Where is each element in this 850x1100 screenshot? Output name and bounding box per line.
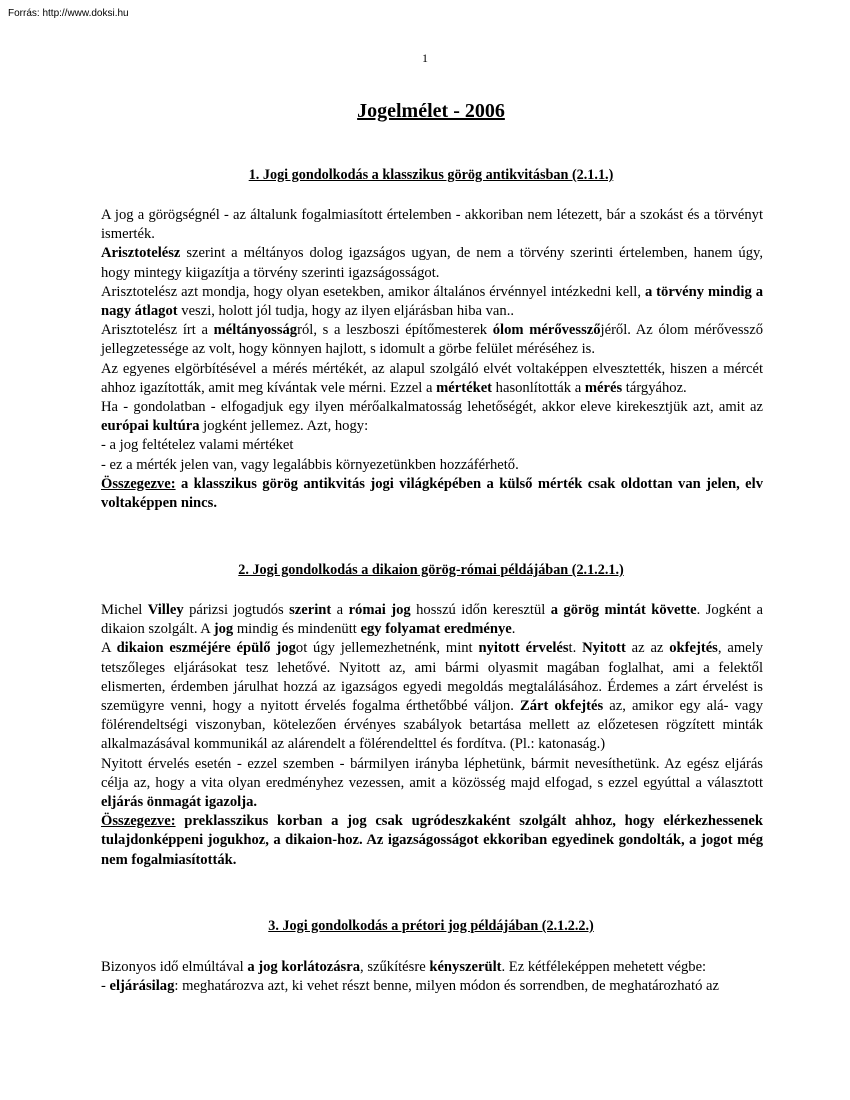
text-run: preklasszikus korban a jog csak ugródeszkaként szolgált ahhoz, hogy elérkezhessenek tulajdonképpeni jogukhoz, a dikaion-hoz. Az igazságosságot ekkoriban egyedinek gondolták, a jogot még nem fogalmiasították. xyxy=(101,813,763,868)
text-run: szerint xyxy=(289,602,332,618)
text-run: az az xyxy=(625,640,670,657)
text-run: mindig és mindenütt xyxy=(233,621,361,638)
text-run: mértéket xyxy=(436,379,493,396)
text-run: , szűkítésre xyxy=(360,959,430,975)
paragraph xyxy=(101,321,763,359)
text-run: Arisztotelész xyxy=(101,245,181,262)
text-run: a jog korlátozásra xyxy=(247,959,361,975)
text-run: A xyxy=(101,640,117,657)
text-run: - a jog feltételez valami mértéket xyxy=(101,437,294,454)
text-run: hasonlították a xyxy=(492,379,585,396)
paragraph xyxy=(101,958,763,977)
text-run: az, amikor egy alá- vagy fölérendeltségi viszonyban, kötelezően érvényes szabályok betartása mellett az előzetesen rögzített minták alkalmazásával kommunikál az alárendelt a fölérendelttel és fordítva. (Pl.: katonaság.) xyxy=(101,698,763,753)
paragraph xyxy=(101,360,763,398)
source-note: Forrás: http://www.doksi.hu xyxy=(8,8,129,19)
text-run: párizsi jogtudós xyxy=(183,602,290,618)
paragraph xyxy=(101,639,763,754)
text-run: . Ez kétféleképpen mehetett végbe: xyxy=(501,959,707,975)
text-run: Villey xyxy=(147,602,184,618)
page-number: 1 xyxy=(422,51,428,65)
text-run: A jog a görögségnél - az általunk fogalmiasított értelemben - akkoriban nem létezett, bár a szokást és a törvényt ismerték. xyxy=(101,207,763,243)
text-run: kényszerült xyxy=(429,959,502,975)
text-run: jog xyxy=(213,621,234,638)
text-run: . Jogként a dikaion szolgált. A xyxy=(101,602,763,638)
text-run: . xyxy=(511,621,516,638)
text-run: szerint a méltányos dolog igazságos ugyan, de nem a törvény szerinti értelemben, hanem úgy, hogy mintegy kiigazítja a törvény szerinti igazságosságot. xyxy=(101,245,763,281)
text-run: ról, s a leszboszi építőmesterek xyxy=(297,322,493,339)
paragraph xyxy=(101,475,763,513)
text-run: méltányosság xyxy=(213,322,298,339)
text-run: Ha - gondolatban - elfogadjuk egy ilyen mérőalkalmatosság lehetőségét, akkor eleve kirekesztjük azt, amit az xyxy=(101,399,763,416)
text-run: Arisztotelész azt mondja, hogy olyan esetekben, amikor általános érvénnyel intézkedni kell, xyxy=(101,283,645,300)
text-run: jogként jellemez. Azt, hogy: xyxy=(199,418,369,435)
text-run: eljárásilag xyxy=(109,978,175,995)
text-run: eljárás önmagát igazolja. xyxy=(101,794,258,811)
text-run: ot úgy jellemezhetnénk, mint xyxy=(295,640,479,657)
paragraph xyxy=(101,755,763,813)
text-run: egy folyamat eredménye xyxy=(360,621,512,638)
paragraph xyxy=(101,206,763,244)
text-run: a törvény mindig a nagy átlagot xyxy=(101,283,764,320)
text-run: ólom mérővessző xyxy=(492,322,601,339)
section-heading-2: 2. Jogi gondolkodás a dikaion görög-római példájában (2.1.2.1.) xyxy=(238,562,624,578)
text-run: a görög mintát követte xyxy=(550,602,697,618)
paragraph xyxy=(101,283,763,321)
text-run: Összegezve: xyxy=(101,475,176,492)
document-title: Jogelmélet - 2006 xyxy=(357,100,505,122)
section-body-1 xyxy=(101,206,763,513)
paragraph xyxy=(101,601,763,639)
text-run: - ez a mérték jelen van, vagy legalábbis környezetünkben hozzáférhető. xyxy=(101,456,519,473)
paragraph xyxy=(101,398,763,436)
text-run: európai kultúra xyxy=(101,418,200,435)
text-run: mérés xyxy=(584,379,623,396)
text-run: tárgyához. xyxy=(622,379,687,396)
text-run: római jog xyxy=(348,602,411,618)
text-run: okfejtés xyxy=(669,640,718,657)
text-run: - xyxy=(101,978,110,995)
text-run: Michel xyxy=(101,602,148,618)
text-run: , amely tetszőleges eljárásokat tesz lehetővé. Nyitott az, ami bármi olyasmit magában foglalhat, ami a felektől elismerten, érdemben járulhat hozzá az igazságos egyedi megoldás megtalálásához. Érdemes a zárt érvelést is szemügyre venni, hogy a nyitott érvelés fogalma érthetőbbé váljon. xyxy=(101,640,763,715)
text-run: Arisztotelész írt a xyxy=(101,322,214,339)
text-run: a klasszikus görög antikvitás jogi világképében a külső mérték csak oldottan van jelen, elv voltaképpen nincs. xyxy=(101,475,763,512)
text-run: nyitott érvelés xyxy=(478,640,569,657)
paragraph xyxy=(101,436,763,455)
section-body-3 xyxy=(101,958,763,996)
section-heading-3: 3. Jogi gondolkodás a prétori jog példájában (2.1.2.2.) xyxy=(268,918,594,934)
text-run: jéről. Az ólom mérővessző jellegzetessége az volt, hogy könnyen hajlott, s idomult a görbe felület méréséhez is. xyxy=(101,322,763,358)
text-run: Nyitott érvelés esetén - ezzel szemben - bármilyen irányba léphetünk, bármit nevesíthetünk. Az egész eljárás célja az, hogy a vita olyan eredményhez vezessen, amit a közösség majd elfogad, s ezzel egyúttal a választott xyxy=(101,755,763,791)
text-run: hosszú időn keresztül xyxy=(410,602,551,618)
section-body-2 xyxy=(101,601,763,870)
text-run: dikaion eszméjére épülő jog xyxy=(116,640,296,657)
text-run: : meghatározva azt, ki vehet részt benne, milyen módon és sorrendben, de meghatározható az xyxy=(174,978,719,995)
text-run: Bizonyos idő elmúltával xyxy=(101,959,248,975)
text-run: t. xyxy=(568,640,583,657)
text-run: veszi, holott jól tudja, hogy az ilyen eljárásban hiba van.. xyxy=(177,303,515,320)
paragraph xyxy=(101,244,763,282)
paragraph xyxy=(101,812,763,870)
text-run: a xyxy=(331,602,349,618)
text-run: Az egyenes elgörbítésével a mérés mértékét, az alapul szolgáló elvét voltaképpen elvesztették, hiszen a mércét ahhoz igazították, amit meg kívántak vele mérni. Ezzel a xyxy=(101,360,763,396)
paragraph xyxy=(101,456,763,475)
text-run: Összegezve: xyxy=(101,813,176,830)
paragraph xyxy=(101,977,763,996)
text-run: Zárt okfejtés xyxy=(520,698,604,715)
text-run: Nyitott xyxy=(582,640,626,657)
section-heading-1: 1. Jogi gondolkodás a klasszikus görög antikvitásban (2.1.1.) xyxy=(248,167,614,183)
